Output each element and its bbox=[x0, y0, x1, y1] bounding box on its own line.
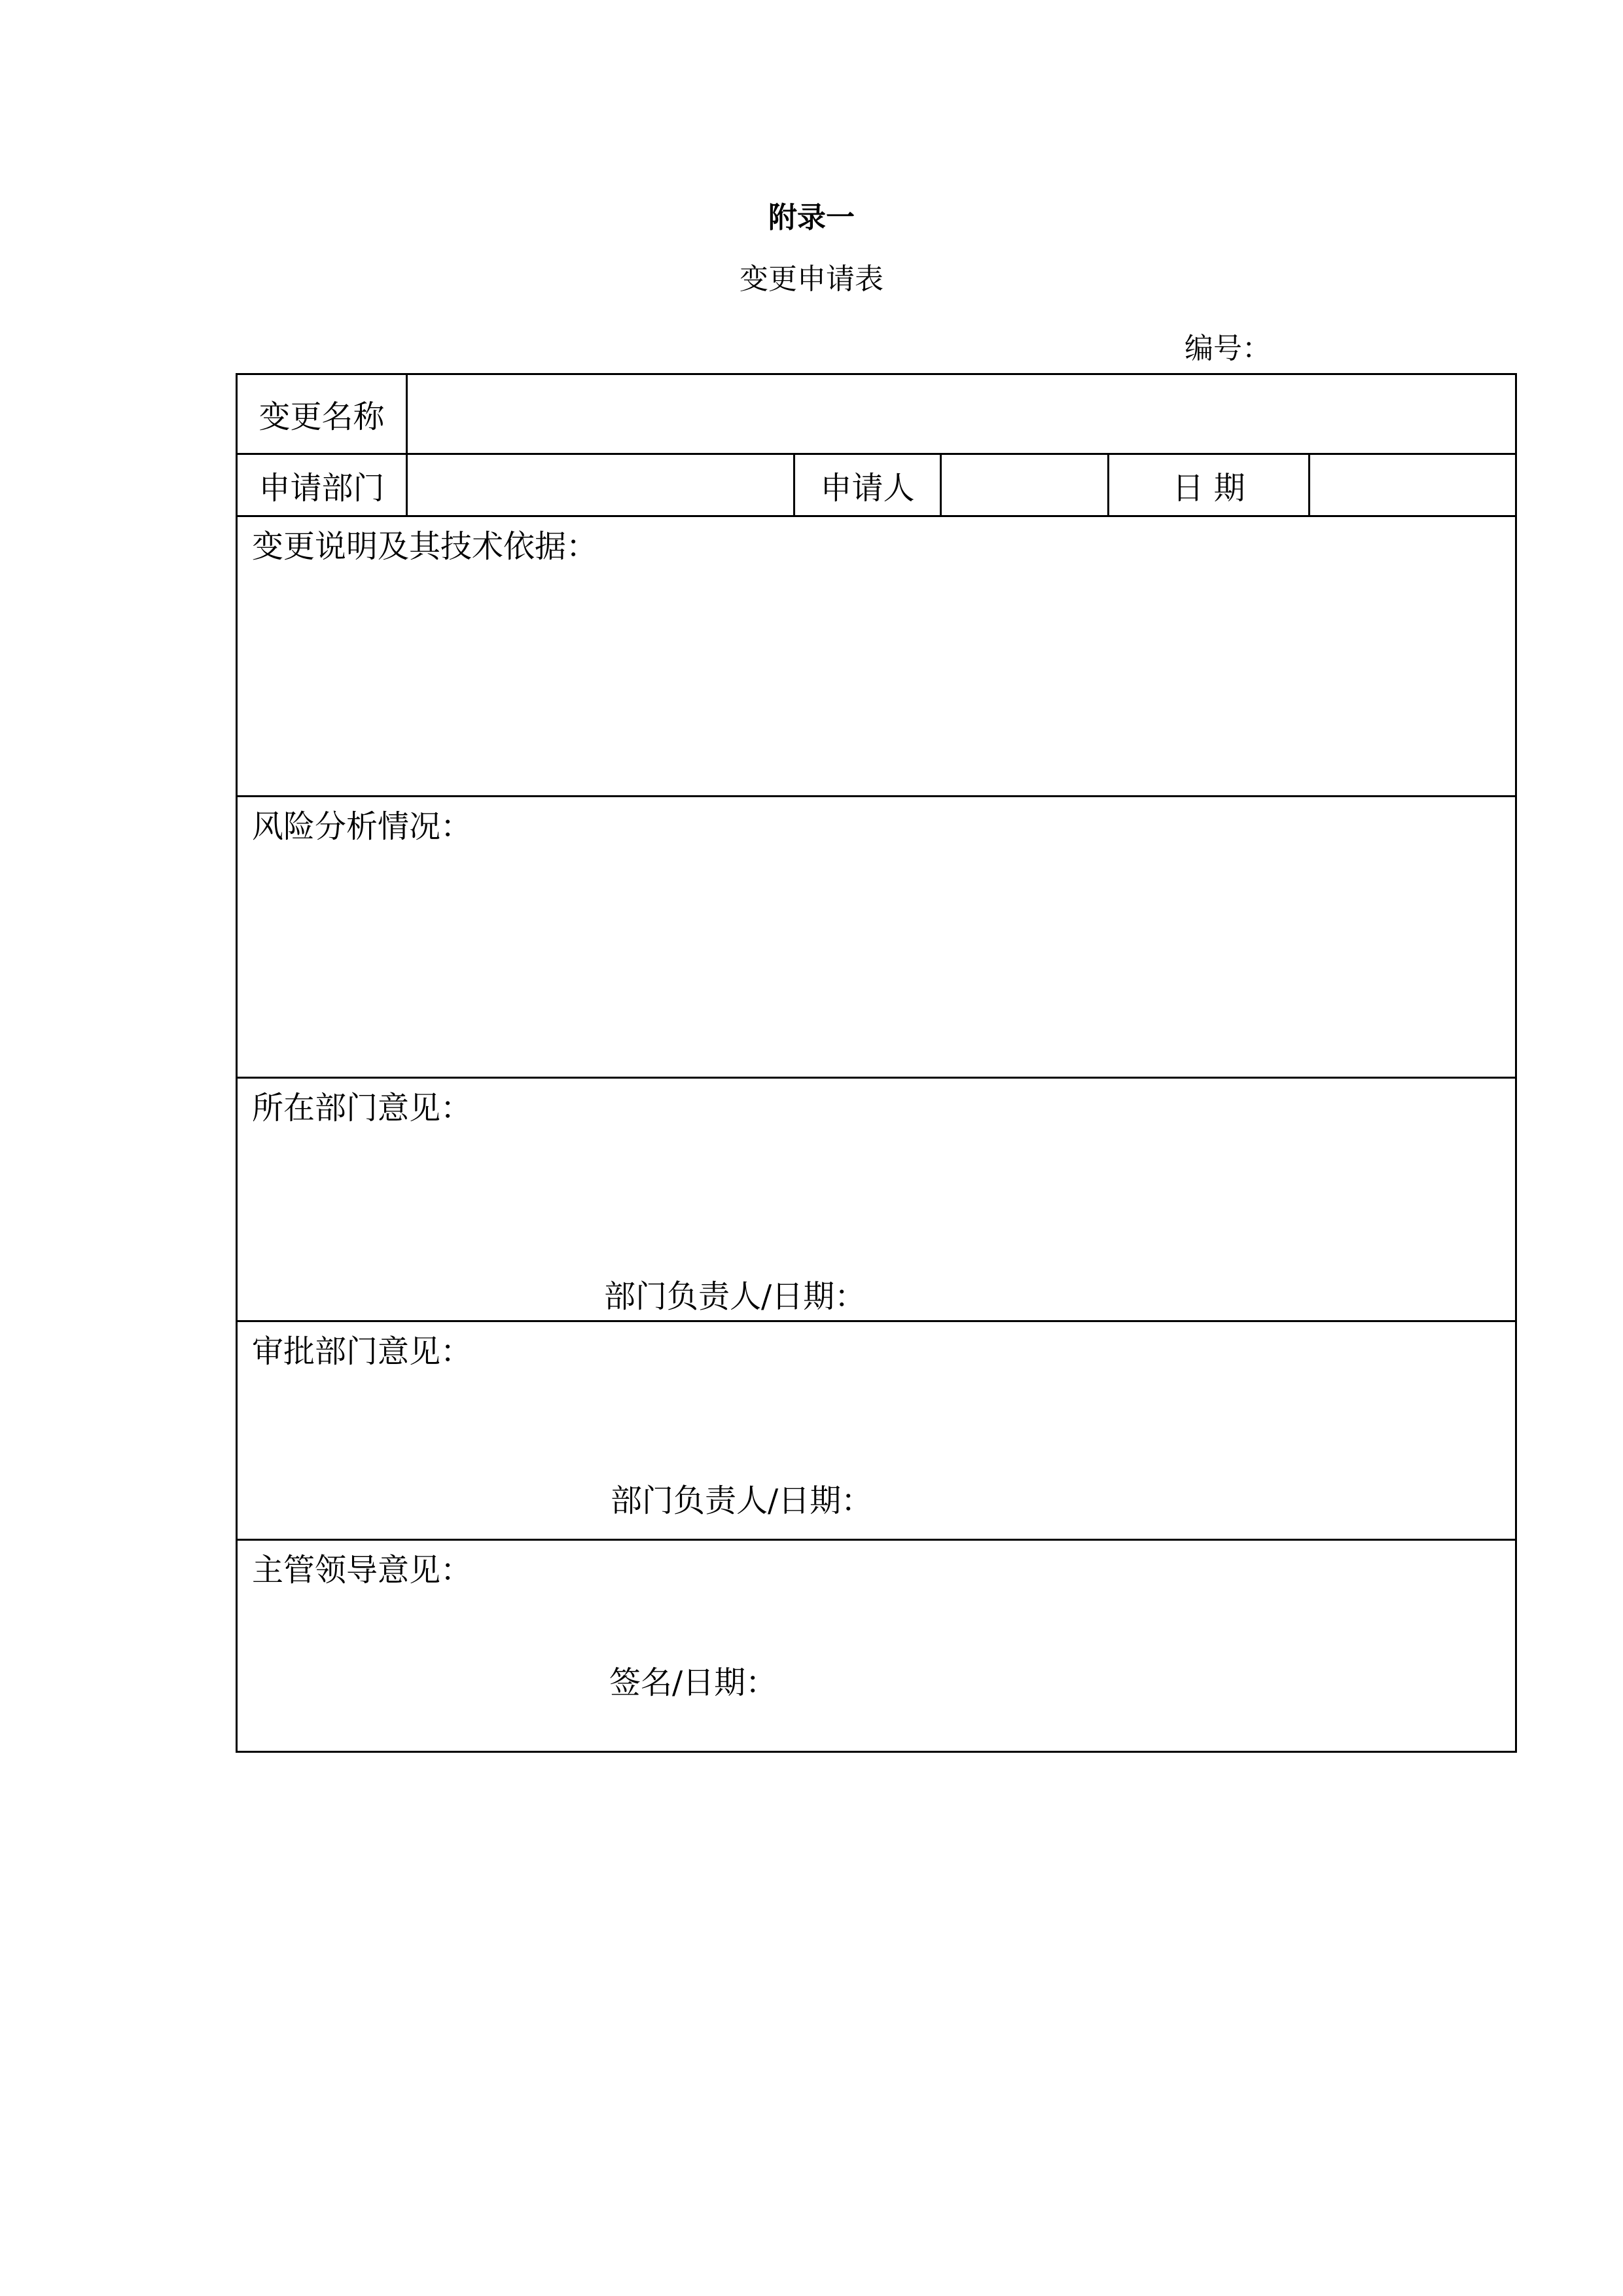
date-field[interactable] bbox=[1310, 455, 1515, 515]
applicant-label: 申请人 bbox=[795, 455, 942, 515]
applicant-field[interactable] bbox=[942, 455, 1109, 515]
change-name-row bbox=[238, 375, 1515, 455]
approval-opinion-section[interactable] bbox=[238, 1322, 1515, 1541]
risk-analysis-label: 风险分析情况： bbox=[252, 808, 473, 845]
department-opinion-label: 所在部门意见： bbox=[252, 1090, 473, 1126]
leader-signature-label: 签名/日期： bbox=[609, 1664, 777, 1701]
department-head-signature-label: 部门负责人/日期： bbox=[604, 1278, 866, 1315]
change-name-label: 变更名称 bbox=[238, 375, 408, 453]
description-section[interactable] bbox=[238, 517, 1515, 797]
department-field[interactable] bbox=[408, 455, 795, 515]
approval-opinion-label: 审批部门意见： bbox=[252, 1333, 473, 1370]
approval-head-signature-label: 部门负责人/日期： bbox=[611, 1482, 873, 1519]
leader-opinion-section[interactable] bbox=[238, 1541, 1515, 1751]
department-label: 申请部门 bbox=[238, 455, 408, 515]
change-name-field[interactable] bbox=[408, 375, 1515, 453]
serial-number-label: 编号： bbox=[1185, 332, 1271, 365]
leader-opinion-label: 主管领导意见： bbox=[252, 1552, 473, 1588]
date-label: 日 期 bbox=[1109, 455, 1310, 515]
risk-analysis-section[interactable] bbox=[238, 797, 1515, 1079]
form-title: 变更申请表 bbox=[740, 262, 883, 296]
change-request-form bbox=[236, 373, 1517, 1753]
appendix-title: 附录一 bbox=[768, 201, 855, 234]
department-opinion-section[interactable] bbox=[238, 1079, 1515, 1322]
applicant-info-row bbox=[238, 455, 1515, 517]
description-label: 变更说明及其技术依据： bbox=[252, 528, 598, 565]
